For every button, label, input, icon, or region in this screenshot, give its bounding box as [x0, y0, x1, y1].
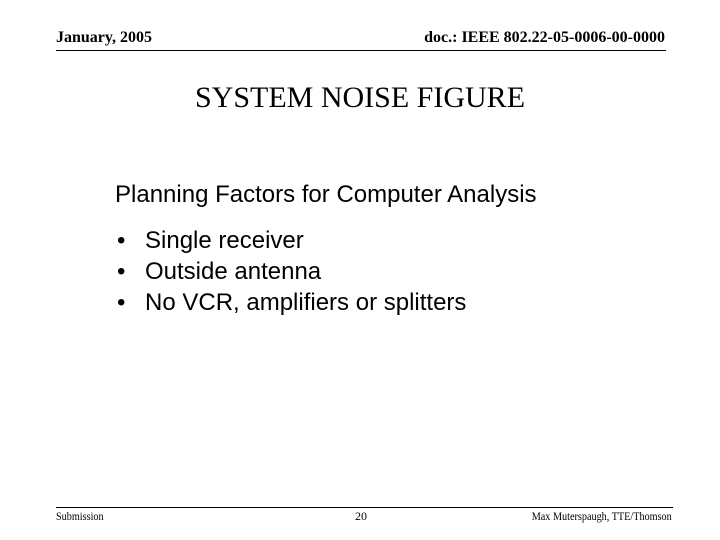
footer-page-number: 20: [355, 509, 367, 523]
bullet-list: [115, 225, 466, 318]
bullet-icon: •: [117, 258, 126, 285]
bullet-text: No VCR, amplifiers or splitters: [145, 289, 467, 316]
bullet-text: Outside antenna: [145, 258, 322, 285]
bullet-item: [115, 287, 466, 318]
footer-divider: [56, 507, 673, 508]
bullet-icon: •: [117, 289, 126, 316]
footer-author: Max Muterspaugh, TTE/Thomson: [531, 509, 672, 523]
bullet-item: [115, 256, 466, 287]
header-divider: [56, 50, 666, 51]
bullet-item: [115, 225, 466, 256]
bullet-text: Single receiver: [145, 227, 304, 254]
footer-submission: Submission: [56, 509, 104, 523]
header-date: January, 2005: [56, 29, 153, 46]
slide-subtitle: Planning Factors for Computer Analysis: [115, 181, 537, 208]
header-document-id: doc.: IEEE 802.22-05-0006-00-0000: [424, 29, 665, 46]
bullet-icon: •: [117, 227, 126, 254]
slide-title: SYSTEM NOISE FIGURE: [194, 81, 526, 114]
